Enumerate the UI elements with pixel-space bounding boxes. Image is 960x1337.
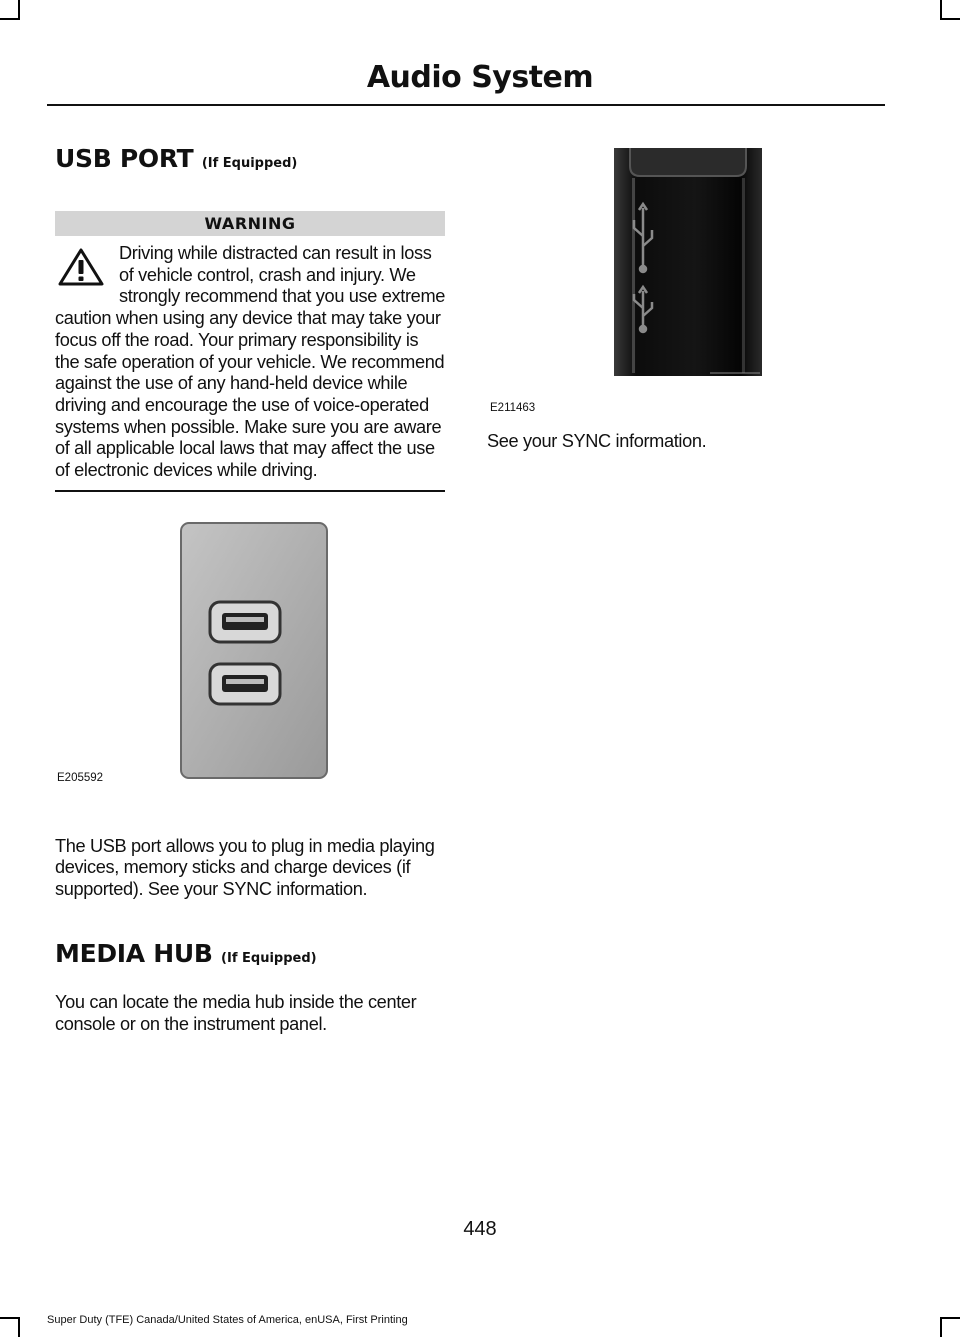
warning-label: WARNING (55, 211, 445, 236)
media-hub-description: You can locate the media hub inside the center console or on the instrument panel. (55, 991, 417, 1034)
media-hub-figure-id: E211463 (490, 402, 536, 414)
crop-mark-bottom-left-v (18, 1317, 20, 1337)
media-hub-heading-note: (If Equipped) (221, 950, 317, 966)
usb-port-heading (55, 144, 445, 173)
right-column (487, 148, 887, 453)
crop-mark-top-left-h (0, 18, 20, 20)
left-column (55, 144, 445, 1035)
warning-box (55, 243, 445, 482)
usb-port-heading-note: (If Equipped) (201, 156, 298, 171)
media-hub-image (610, 148, 770, 376)
crop-mark-top-right-v (940, 0, 942, 20)
crop-mark-bottom-right-v (940, 1317, 942, 1337)
crop-mark-top-left-v (18, 0, 20, 20)
crop-mark-bottom-left-h (0, 1317, 20, 1319)
media-hub-heading-text: MEDIA HUB (55, 938, 213, 968)
usb-port-panel-image (180, 522, 330, 780)
usb-port-figure (55, 522, 445, 822)
page-number: 448 (463, 1218, 497, 1240)
media-hub-heading (55, 939, 445, 968)
media-hub-sync-text: See your SYNC information. (487, 431, 707, 451)
page-header-title: Audio System (366, 60, 594, 95)
warning-triangle-icon (57, 247, 105, 287)
usb-port-figure-id: E205592 (57, 771, 104, 784)
usb-port-heading-text: USB PORT (55, 144, 194, 173)
warning-text: Driving while distracted can result in loss of vehicle control, crash and injury. We strongly recommend that you use extreme caution when using any device that may take your focus off the road. Your primary responsibility is the safe operation of your vehicle. We recommend against the use of any hand-held device while driving and encourage the use of voice-operated systems when possible. Make sure you are aware of all applicable local laws that may affect the use of electronic devices while driving. (55, 243, 446, 481)
usb-port-description: The USB port allows you to plug in media playing devices, memory sticks and charge devices (if supported). See your SYNC information. (55, 835, 435, 900)
crop-mark-bottom-right-h (940, 1317, 960, 1319)
warning-divider (55, 490, 445, 492)
footer-text: Super Duty (TFE) Canada/United States of America, enUSA, First Printing (47, 1314, 408, 1326)
header-divider (47, 104, 885, 106)
media-hub-figure (487, 148, 887, 418)
crop-mark-top-right-h (940, 18, 960, 20)
